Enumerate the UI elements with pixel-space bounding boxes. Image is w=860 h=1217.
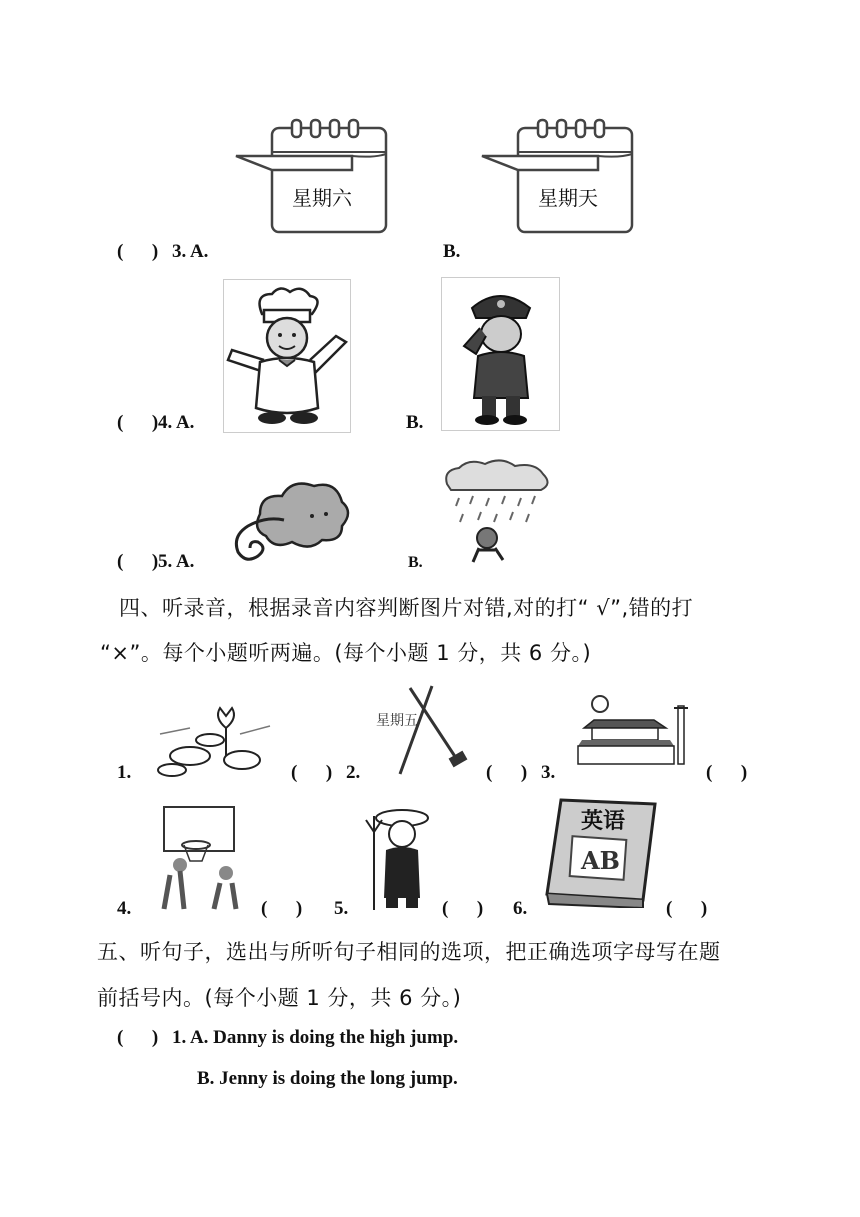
option-b-label: B. xyxy=(408,554,423,571)
book-letters: AB xyxy=(581,846,620,875)
basketball-image xyxy=(150,805,248,913)
item-number: 4. xyxy=(117,898,132,919)
item-number: 1. xyxy=(117,762,132,783)
option-a-sentence: 1. A. Danny is doing the high jump. xyxy=(172,1027,459,1048)
question-label: 4. A. xyxy=(158,412,195,433)
rain-image xyxy=(439,458,554,570)
police-image xyxy=(441,277,560,431)
tiananmen-image xyxy=(574,686,694,770)
answer-paren[interactable]: ( ) xyxy=(117,241,159,262)
lotus-image xyxy=(150,698,275,780)
answer-paren[interactable]: ( ) xyxy=(442,898,484,919)
answer-paren[interactable]: ( ) xyxy=(261,898,303,919)
calendar-sunday xyxy=(480,118,636,236)
answer-paren[interactable]: ( ) xyxy=(706,762,748,783)
calendar-icon xyxy=(234,118,390,236)
answer-paren[interactable]: ( ) xyxy=(117,412,159,433)
windy-cloud-icon xyxy=(226,476,354,570)
item-number: 2. xyxy=(346,762,361,783)
item-number: 6. xyxy=(513,898,528,919)
option-b-sentence: B. Jenny is doing the long jump. xyxy=(197,1068,458,1089)
tiananmen-icon xyxy=(574,686,694,770)
answer-paren[interactable]: ( ) xyxy=(486,762,528,783)
english-book-image xyxy=(543,794,661,908)
answer-paren[interactable]: ( ) xyxy=(117,1027,159,1048)
broom-image xyxy=(370,682,474,776)
basketball-hoop-icon xyxy=(150,805,248,913)
calendar-label: 星期天 xyxy=(538,186,598,210)
item-number: 5. xyxy=(334,898,349,919)
rainy-cloud-icon xyxy=(439,458,554,570)
calendar-label: 星期六 xyxy=(292,186,352,210)
section4-heading-line1: 四、听录音，根据录音内容判断图片对错,对的打“ √”,错的打 xyxy=(119,596,694,620)
section4-heading-line2: “×”。每个小题听两遍。(每个小题 1 分，共 6 分。) xyxy=(100,641,592,665)
answer-paren[interactable]: ( ) xyxy=(291,762,333,783)
section5-heading-line2: 前括号内。(每个小题 1 分，共 6 分。) xyxy=(97,986,462,1010)
chef-icon xyxy=(224,280,350,432)
option-b-label: B. xyxy=(443,241,461,262)
farmer-image xyxy=(360,806,434,912)
question-label: 5. A. xyxy=(158,551,195,572)
wind-image xyxy=(226,476,354,570)
answer-paren[interactable]: ( ) xyxy=(117,551,159,572)
question-label: 3. A. xyxy=(172,241,209,262)
calendar-icon xyxy=(480,118,636,236)
section5-heading-line1: 五、听句子，选出与所听句子相同的选项，把正确选项字母写在题 xyxy=(97,940,721,964)
chef-image xyxy=(223,279,351,433)
police-officer-icon xyxy=(442,278,559,430)
answer-paren[interactable]: ( ) xyxy=(666,898,708,919)
farmer-icon xyxy=(360,806,434,912)
lotus-pond-icon xyxy=(150,698,275,780)
calendar-saturday xyxy=(234,118,390,236)
broom-picture-text: 星期五 xyxy=(376,713,418,729)
item-number: 3. xyxy=(541,762,556,783)
book-title: 英语 xyxy=(581,809,626,834)
option-b-label: B. xyxy=(406,412,424,433)
